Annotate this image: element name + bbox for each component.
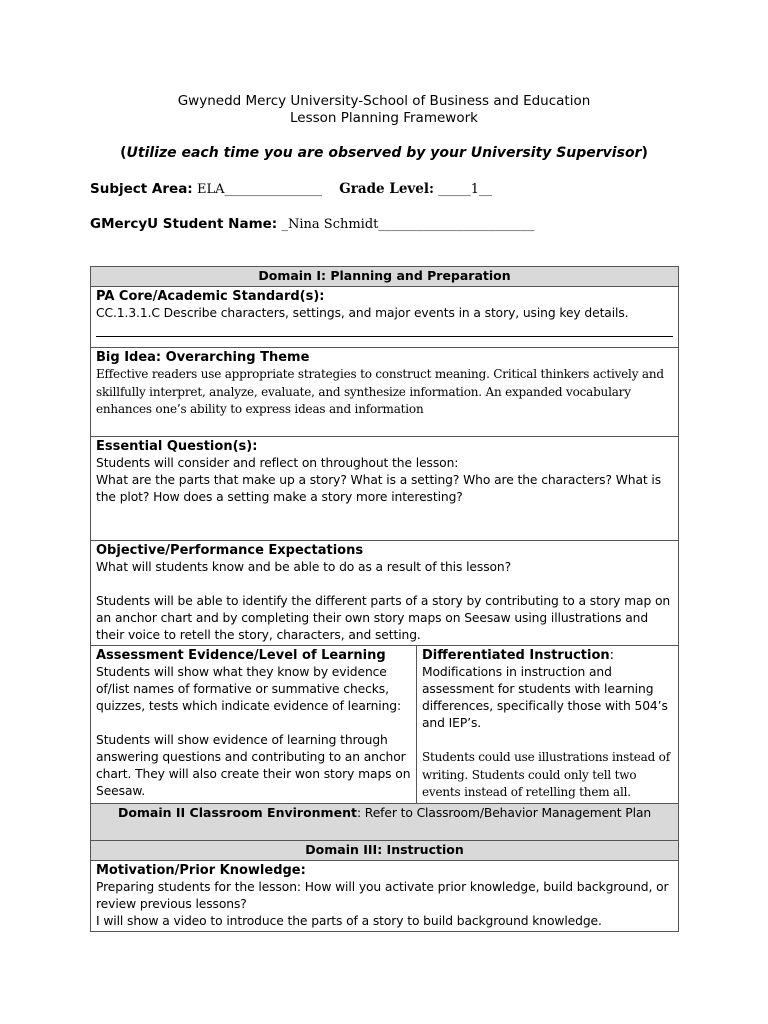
domain3-header: Domain III: Instruction <box>91 840 679 860</box>
objective-section <box>91 541 679 646</box>
standards-section <box>91 287 679 348</box>
big-idea-section <box>91 348 679 437</box>
motivation-section <box>91 860 679 931</box>
eq-line1: Students will consider and reflect on throughout the lesson: <box>96 456 459 470</box>
framework-heading: Lesson Planning Framework <box>290 110 478 126</box>
motivation-line1: Preparing students for the lesson: How will you activate prior knowledge, build background, or review previous lessons? <box>96 879 669 911</box>
motivation-line2: I will show a video to introduce the parts of a story to build background knowledge. <box>96 913 602 928</box>
domain2-title: Domain II Classroom Environment <box>117 804 357 820</box>
assessment-line2: Students will show evidence of learning through answering questions and contributing to an anchor chart. They will also create their won story maps on Seesaw. <box>96 733 411 798</box>
domain1-header: Domain I: Planning and Preparation <box>91 267 679 287</box>
motivation-title: Motivation/Prior Knowledge: <box>96 862 306 878</box>
objective-title: Objective/Performance Expectations <box>96 543 364 558</box>
essential-questions-title: Essential Question(s): <box>96 439 258 454</box>
objective-line1: What will students know and be able to do as a result of this lesson? <box>96 560 512 574</box>
assessment-line1: Students will show what they know by evidence of/list names of formative or summative checks, quizzes, tests which indicate evidence of learning: <box>96 665 402 713</box>
grade-level-value: _____1__ <box>438 182 493 197</box>
standards-text: CC.1.3.1.C Describe characters, settings, and major events in a story, using key details. <box>96 306 629 320</box>
student-name-label: GMercyU Student Name: <box>90 216 278 232</box>
grade-level-label: Grade Level: <box>339 181 434 197</box>
student-name-value: _Nina Schmidt________________________ <box>281 217 535 232</box>
big-idea-text: Effective readers use appropriate strategies to construct meaning. Critical thinkers actively and skillfully interpret, analyze, evaluate, and synthesize information. An expanded vocabulary enhances one’s ability to express ideas and information <box>96 367 664 416</box>
differentiated-section <box>417 646 679 804</box>
eq-line2: What are the parts that make up a story? What is a setting? Who are the characters? What is the plot? How does a setting make a story more interesting? <box>96 473 662 504</box>
differentiated-line2: Students could use illustrations instead of writing. Students could only tell two events instead of retelling them all. <box>422 750 670 799</box>
subject-grade-line <box>90 180 492 199</box>
domain2-text: : Refer to Classroom/Behavior Management Plan <box>356 805 652 820</box>
differentiated-title: Differentiated Instruction: <box>422 648 615 663</box>
assessment-title: Assessment Evidence/Level of Learning <box>96 648 386 663</box>
domain2-row <box>91 803 679 840</box>
standards-title: PA Core/Academic Standard(s): <box>96 289 325 304</box>
big-idea-title: Big Idea: Overarching Theme <box>96 350 310 365</box>
university-heading: Gwynedd Mercy University-School of Business and Education <box>177 93 591 109</box>
assessment-section <box>91 646 417 804</box>
subject-area-label: Subject Area: <box>90 181 193 197</box>
essential-questions-section <box>91 437 679 541</box>
student-name-line <box>90 215 534 234</box>
objective-line2: Students will be able to identify the different parts of a story by contributing to a story map on an anchor chart and by completing their own story maps on Seesaw using illustrations and their voice to retell the story, characters, and setting. <box>96 594 671 642</box>
subject-area-value: ELA_______________ <box>197 182 323 197</box>
instruction-note: (Utilize each time you are observed by your University Supervisor) <box>120 145 648 161</box>
lesson-plan-table <box>90 266 679 932</box>
differentiated-line1: Modifications in instruction and assessment for students with learning differences, specifically those with 504’s and IEP’s. <box>422 665 668 730</box>
blank-rule <box>96 336 673 337</box>
